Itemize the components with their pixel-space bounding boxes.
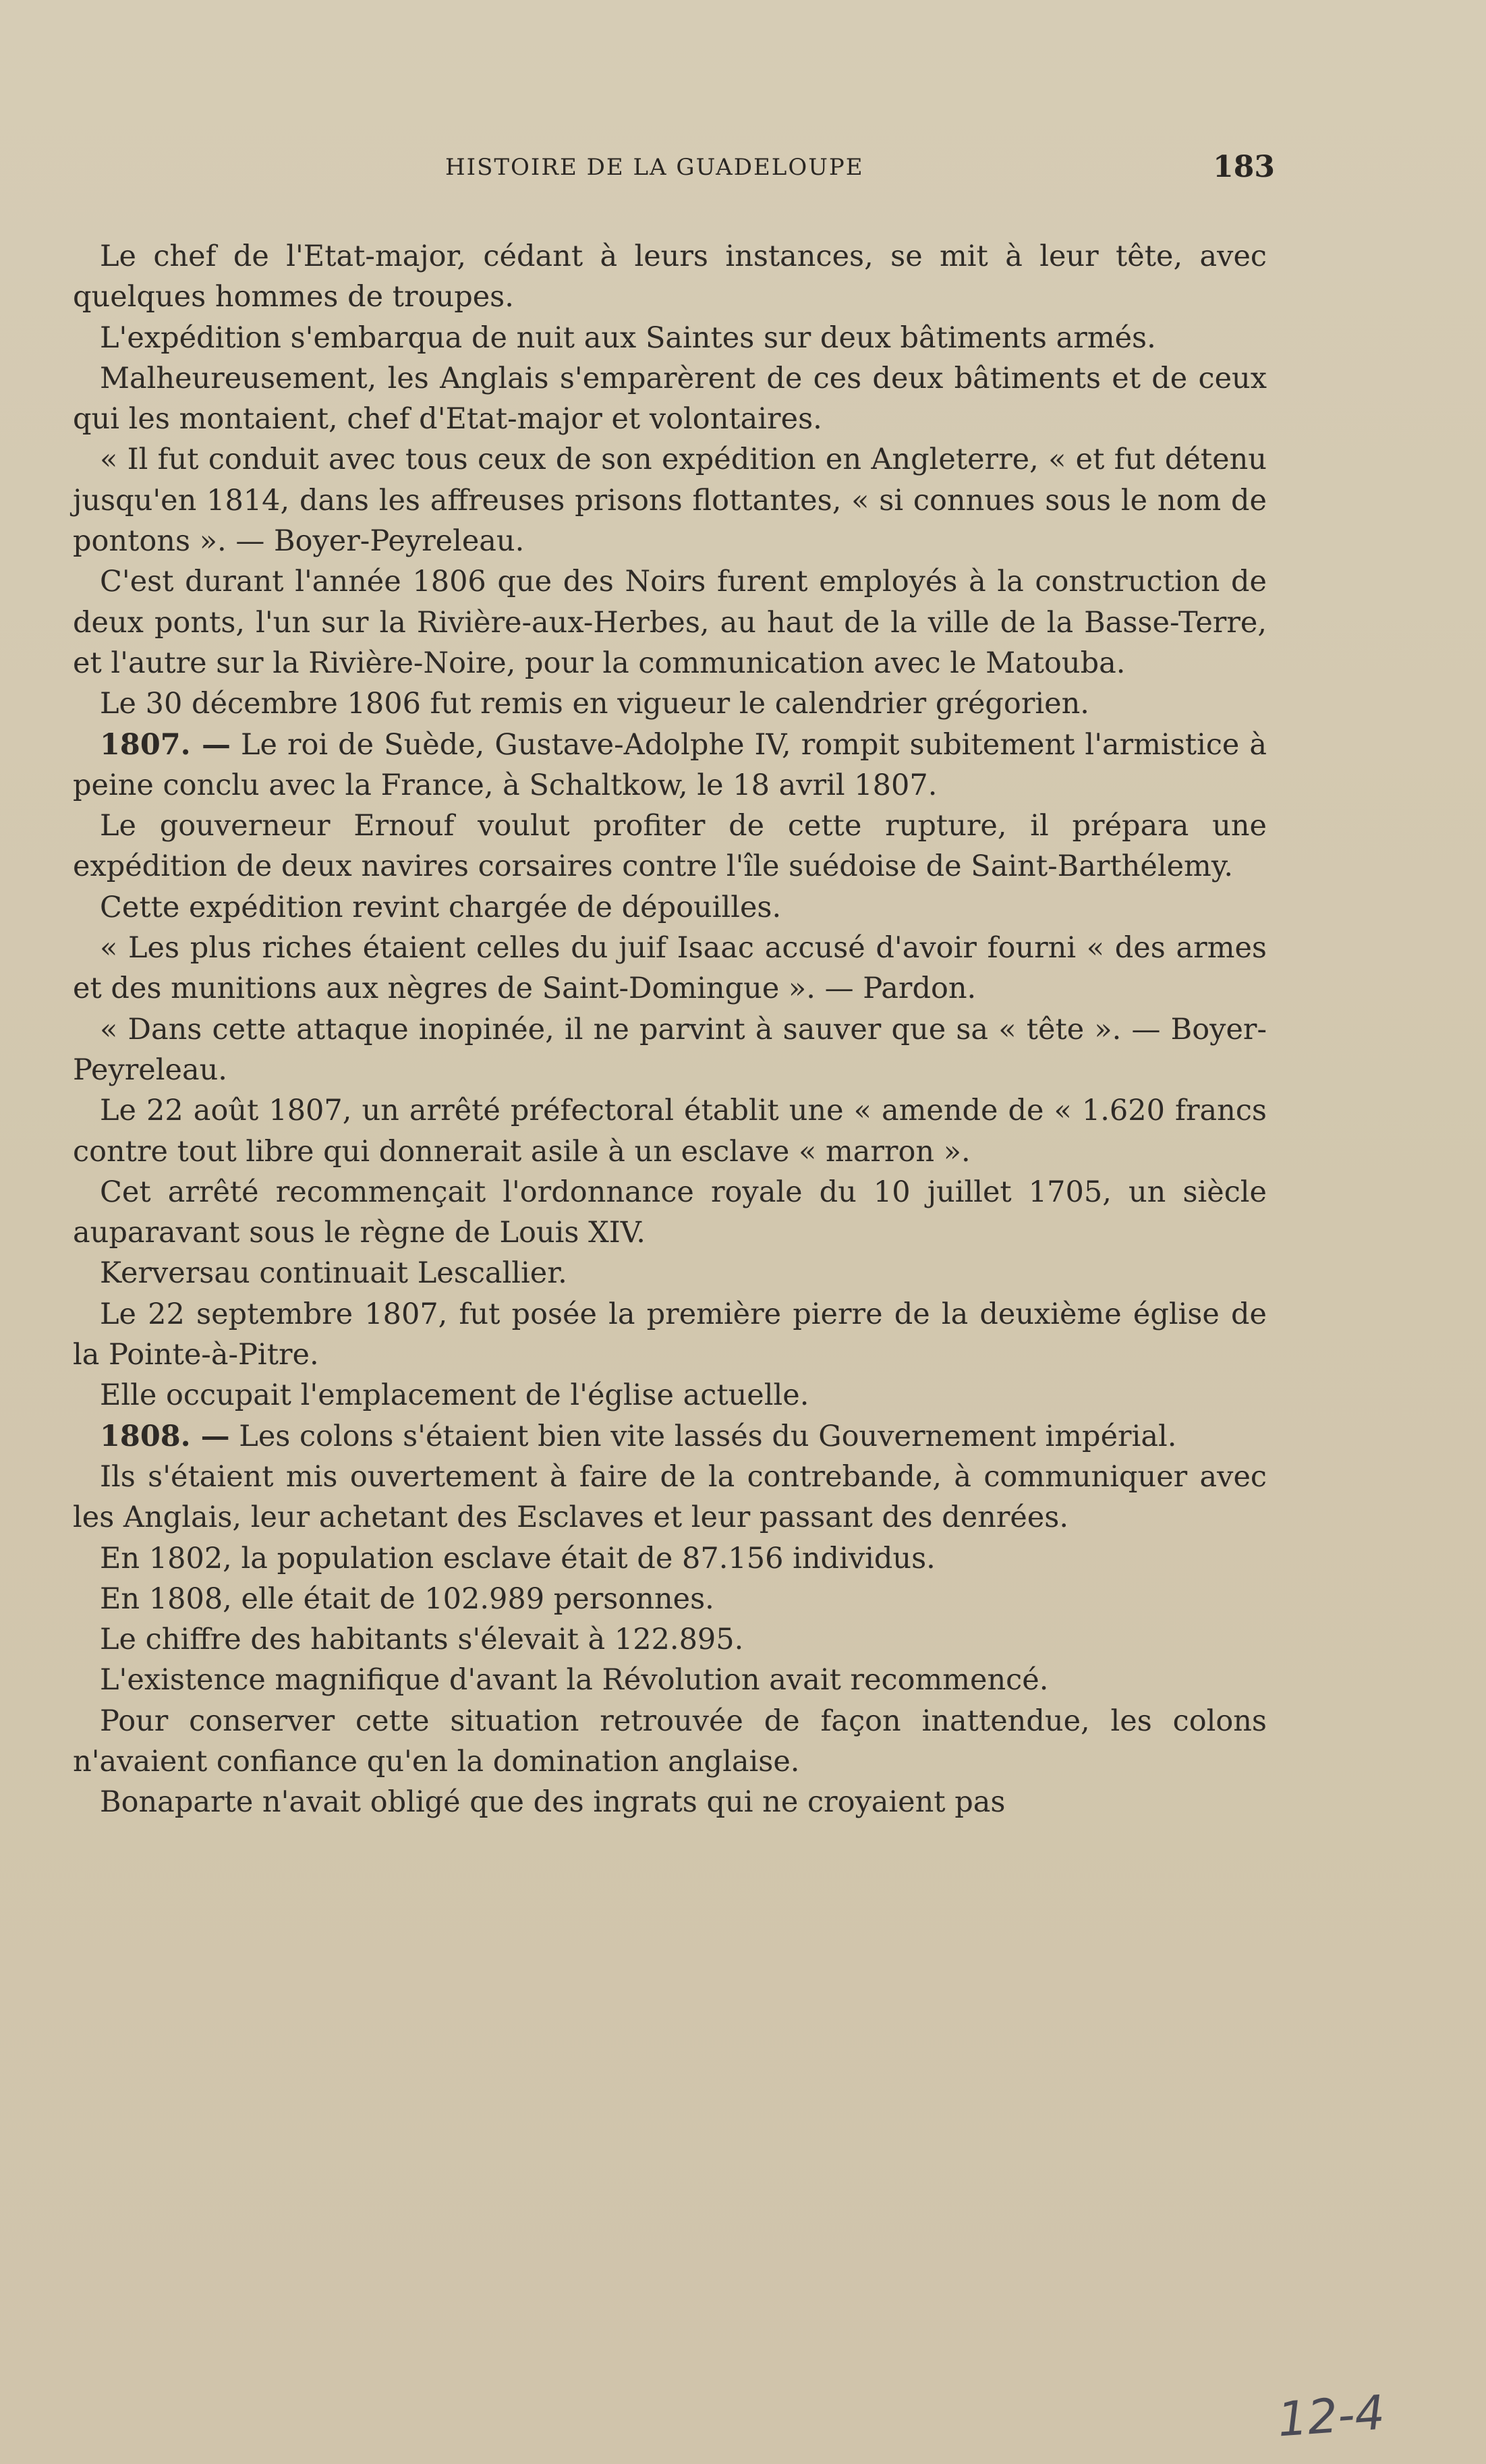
paragraph: Malheureusement, les Anglais s'emparèrent de ces deux bâtiments et de ceux qui les montaient, chef d'Etat-major et volontaires. (73, 361, 1267, 437)
paragraph: En 1802, la population esclave était de 87.156 individus. (100, 1541, 936, 1575)
paragraph: Le chef de l'Etat-major, cédant à leurs instances, se mit à leur tête, avec quelques hommes de troupes. (73, 240, 1267, 314)
year-marker-1807: 1807. — (100, 727, 231, 762)
paragraph-1807 (73, 725, 1267, 806)
paragraph: C'est durant l'année 1806 que des Noirs furent employés à la construction de deux ponts, l'un sur la Rivière-aux-Herbes, au haut de la ville de la Basse-Terre, et l'autre sur la Rivière-Noire, pour la communication avec le Matouba. (73, 565, 1267, 680)
paragraph: Le gouverneur Ernouf voulut profiter de cette rupture, il prépara une expédition de deux navires corsaires contre l'île suédoise de Saint-Barthélemy. (73, 809, 1267, 884)
paragraph: « Dans cette attaque inopinée, il ne parvint à sauver que sa « tête ». — Boyer-Peyreleau. (73, 1012, 1267, 1087)
paragraph: Le 22 septembre 1807, fut posée la première pierre de la deuxième église de la Pointe-à-Pitre. (73, 1297, 1267, 1372)
paragraph: Le 22 août 1807, un arrêté préfectoral établit une « amende de « 1.620 francs contre tout libre qui donnerait asile à un esclave « marron ». (73, 1094, 1267, 1169)
paragraph: Bonaparte n'avait obligé que des ingrats qui ne croyaient pas (100, 1785, 1006, 1820)
running-head (101, 150, 1275, 194)
paragraph: « Il fut conduit avec tous ceux de son expédition en Angleterre, « et fut détenu jusqu'en 1814, dans les affreuses prisons flottantes, « si connues sous le nom de pontons ». — Boyer-Peyreleau. (73, 443, 1267, 559)
paragraph: L'expédition s'embarqua de nuit aux Saintes sur deux bâtiments armés. (100, 320, 1156, 355)
body-text (73, 236, 1267, 1823)
paragraph-1808 (73, 1416, 1267, 1457)
paragraph: En 1808, elle était de 102.989 personnes. (100, 1581, 714, 1616)
paragraph: Ils s'étaient mis ouvertement à faire de la contrebande, à communiquer avec les Anglais, leur achetant des Esclaves et leur passant des denrées. (73, 1459, 1267, 1535)
paragraph: Kerversau continuait Lescallier. (100, 1256, 567, 1291)
paragraph: Cette expédition revint chargée de dépouilles. (100, 890, 782, 924)
handwritten-note: 12-4 (1276, 2384, 1387, 2448)
paragraph: Le 30 décembre 1806 fut remis en vigueur le calendrier grégorien. (100, 687, 1089, 721)
paragraph: « Les plus riches étaient celles du juif Isaac accusé d'avoir fourni « des armes et des munitions aux nègres de Saint-Domingue ». — Pardon. (73, 931, 1267, 1006)
paragraph: Cet arrêté recommençait l'ordonnance royale du 10 juillet 1705, un siècle auparavant sous le règne de Louis XIV. (73, 1175, 1267, 1250)
paragraph: Le chiffre des habitants s'élevait à 122.895. (100, 1623, 744, 1657)
paragraph-text: Les colons s'étaient bien vite lassés du Gouvernement impérial. (239, 1419, 1177, 1453)
paragraph-text: Le roi de Suède, Gustave-Adolphe IV, rompit subitement l'armistice à peine conclu avec la France, à Schaltkow, le 18 avril 1807. (73, 727, 1267, 802)
paragraph: Elle occupait l'emplacement de l'église actuelle. (100, 1378, 809, 1413)
paragraph: Pour conserver cette situation retrouvée de façon inattendue, les colons n'avaient confiance qu'en la domination anglaise. (73, 1704, 1267, 1779)
page-number: 183 (1213, 150, 1275, 184)
year-marker-1808: 1808. — (100, 1419, 230, 1453)
paragraph: L'existence magnifique d'avant la Révolution avait recommencé. (100, 1663, 1049, 1698)
running-title: HISTOIRE DE LA GUADELOUPE (445, 154, 864, 181)
